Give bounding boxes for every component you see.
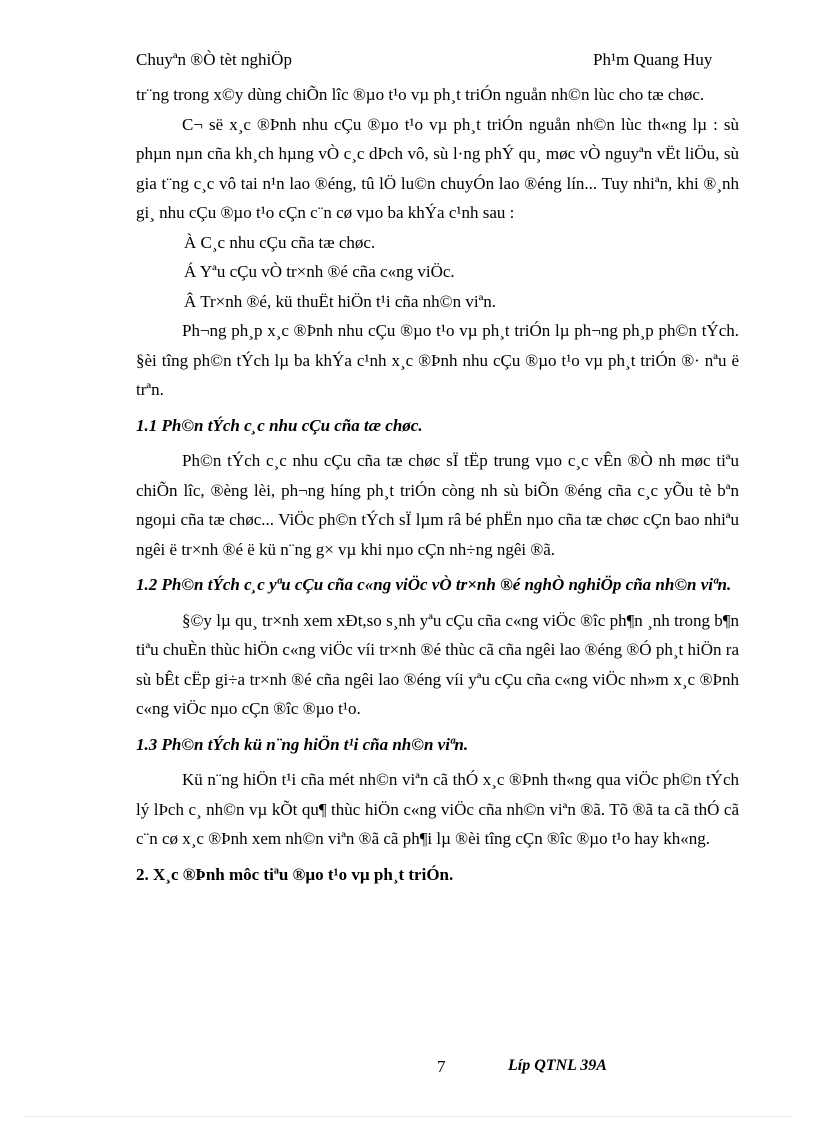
header-thesis-title: Chuyªn ®Ò tèt nghiÖp	[136, 50, 292, 69]
list-item: À C¸c nhu cÇu cña tæ chøc.	[184, 232, 376, 252]
page-number: 7	[437, 1057, 446, 1076]
paragraph: tr¨ng trong x©y dùng chiÕn lîc ®µo t¹o vµ ph¸t triÓn nguån nh©n lùc cho tæ chøc.	[136, 85, 705, 104]
section-heading: 1.3 Ph©n tÝch kü n¨ng hiÖn t¹i cña nh©n viªn.	[136, 734, 469, 754]
list-item: Â Tr×nh ®é, kü thuËt hiÖn t¹i cña nh©n viªn.	[184, 291, 497, 311]
header-author-name: Ph¹m Quang Huy	[593, 50, 713, 69]
page-bottom-divider	[25, 1116, 791, 1117]
paragraph: Ph©n tÝch c¸c nhu cÇu cña tæ chøc sÏ tËp trung vµo c¸c vÊn ®Ò nh møc tiªu chiÕn lîc, ®èng lèi, ph¬ng híng ph¸t triÓn còng nh sù biÕn ®éng cña c¸c yÕu tè bªn ngoµi cña tæ chøc... ViÖc ph©n tÝch sÏ lµm râ bé phËn nµo cña tæ chøc cÇn bao nhiªu ngêi ë tr×nh ®é ë kü n¨ng g× vµ khi nµo cÇn nh÷ng ngêi ®ã.	[136, 451, 739, 559]
paragraph: C¬ së x¸c ®Þnh nhu cÇu ®µo t¹o vµ ph¸t triÓn nguån nh©n lùc th«ng lµ : sù phµn nµn cña kh¸ch hµng vÒ c¸c dÞch vô, sù l·ng phÝ qu¸ møc vÒ nguyªn vËt liÖu, sù gia t¨ng c¸c vô tai n¹n lao ®éng, tû lÖ lu©n chuyÓn lao ®éng lín... Tuy nhiªn, khi ®¸nh gi¸ nhu cÇu ®µo t¹o cÇn c¨n cø vµo ba khÝa c¹nh sau :	[136, 114, 739, 222]
section-heading: 1.2 Ph©n tÝch c¸c yªu cÇu cña c«ng viÖc vÒ tr×nh ®é nghÒ nghiÖp cña nh©n viªn.	[136, 575, 732, 594]
paragraph: §©y lµ qu¸ tr×nh xem xÐt,so s¸nh yªu cÇu cña c«ng viÖc ®îc ph¶n ¸nh trong b¶n tiªu chuÈn thùc hiÖn c«ng viÖc víi tr×nh ®é thùc cã cña ngêi lao ®éng ®Ó ph¸t hiÖn ra sù bÊt cËp gi÷a tr×nh ®é cña ngêi lao ®éng víi yªu cÇu cña c«ng viÖc nh»m x¸c ®Þnh c«ng viÖc nµo cÇn ®îc ®µo t¹o.	[136, 610, 739, 718]
section-heading: 2. X¸c ®Þnh môc tiªu ®µo t¹o vµ ph¸t triÓn.	[136, 864, 454, 884]
document-body	[136, 80, 739, 895]
paragraph: Kü n¨ng hiÖn t¹i cña mét nh©n viªn cã thÓ x¸c ®Þnh th«ng qua viÖc ph©n tÝch lý lÞch c¸ nh©n vµ kÕt qu¶ thùc hiÖn c«ng viÖc cña nh©n viªn ®ã. Tõ ®ã ta cã thÓ cã c¨n cø x¸c ®Þnh xem nh©n viªn ®ã cã ph¶i lµ ®èi tîng cÇn ®îc ®µo t¹o hay kh«ng.	[136, 770, 739, 848]
list-item: Á Yªu cÇu vÒ tr×nh ®é cña c«ng viÖc.	[184, 262, 455, 281]
section-heading: 1.1 Ph©n tÝch c¸c nhu cÇu cña tæ chøc.	[136, 415, 423, 435]
paragraph: Ph¬ng ph¸p x¸c ®Þnh nhu cÇu ®µo t¹o vµ ph¸t triÓn lµ ph¬ng ph¸p ph©n tÝch. §èi tîng ph©n tÝch lµ ba khÝa c¹nh x¸c ®Þnh nhu cÇu ®µo t¹o vµ ph¸t triÓn ®· nªu ë trªn.	[136, 321, 739, 399]
footer-class-label: Líp QTNL 39A	[508, 1057, 607, 1074]
